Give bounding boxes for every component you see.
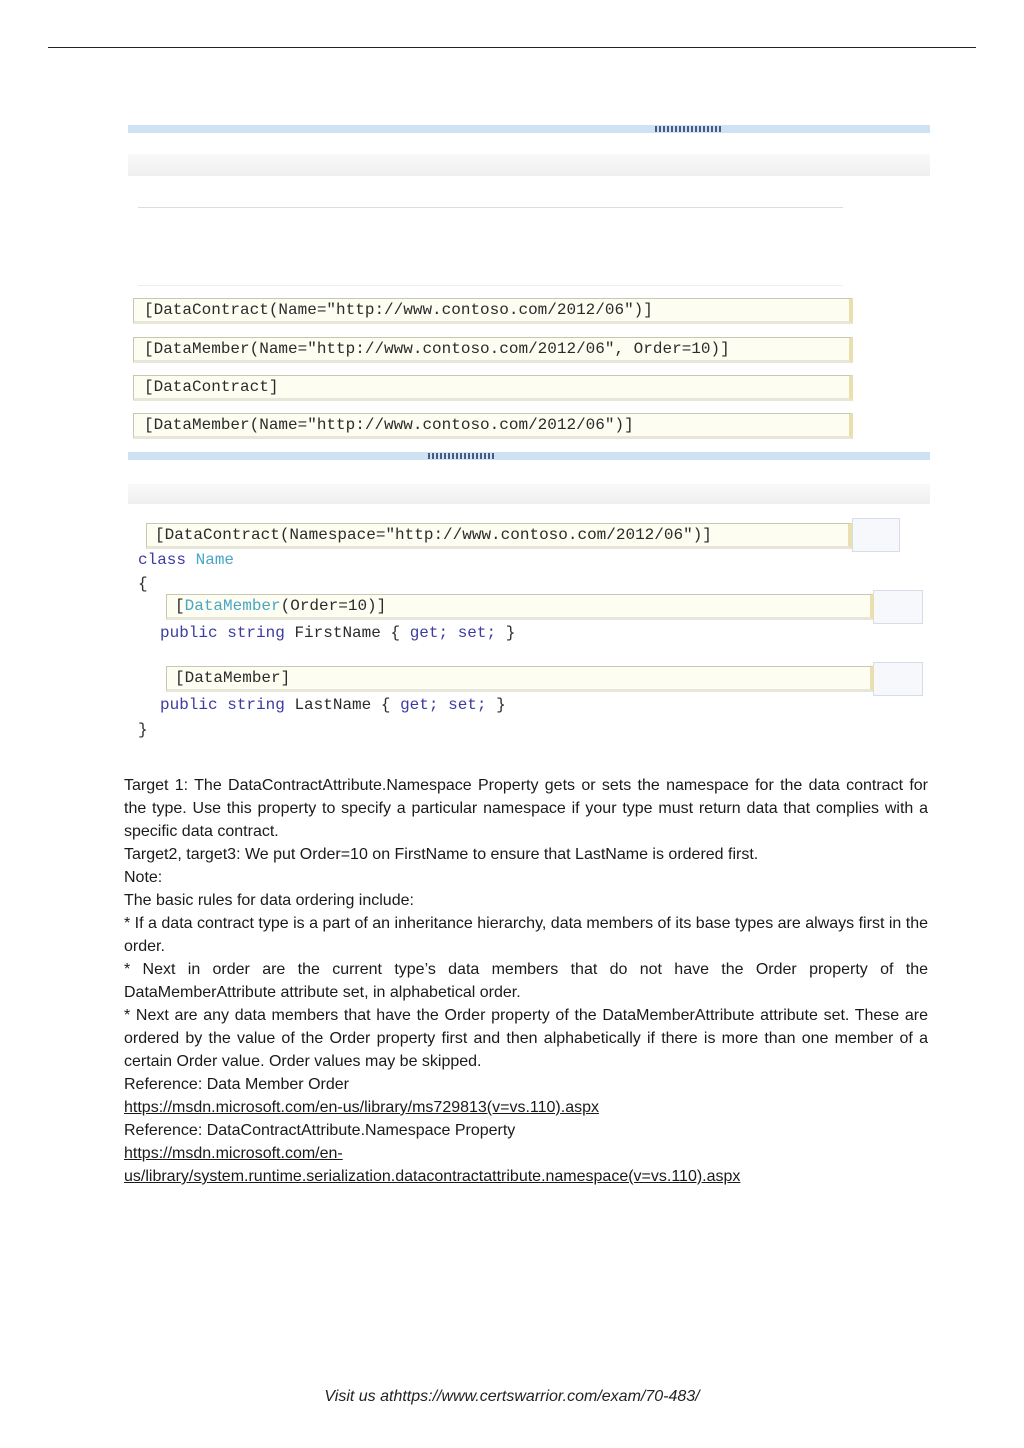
code-firstname-line xyxy=(160,624,515,642)
paragraph: * Next in order are the current type’s data members that do not have the Order property of the DataMemberAttribute attribute set, in alphabetical order. xyxy=(124,961,928,1001)
code-bracket: [ xyxy=(175,597,185,615)
answer-panel-bar xyxy=(128,125,930,133)
code-keyword: public string xyxy=(160,624,285,642)
drag-grip-icon[interactable] xyxy=(655,126,723,132)
code-brace: } xyxy=(505,624,516,642)
code-property-name: FirstName xyxy=(294,624,381,642)
paragraph: Reference: DataContractAttribute.Namespace Property xyxy=(124,1122,516,1139)
code-brace: { xyxy=(390,624,401,642)
divider xyxy=(138,285,843,286)
code-args: (Order=10)] xyxy=(280,597,387,615)
explanation xyxy=(124,774,928,1188)
code-keyword: class xyxy=(138,551,187,569)
reference-link[interactable]: https://msdn.microsoft.com/en- xyxy=(124,1145,343,1162)
header-rule xyxy=(48,47,976,48)
code-brace: { xyxy=(380,696,391,714)
drag-grip-icon[interactable] xyxy=(428,453,496,459)
code-close-brace: } xyxy=(138,721,148,739)
code-accessors: get; set; xyxy=(409,624,497,642)
empty-target[interactable] xyxy=(852,518,900,552)
paragraph: Note: xyxy=(124,869,163,886)
code-property-name: LastName xyxy=(294,696,372,714)
footer-text: Visit us athttps://www.certswarrior.com/exam/70-483/ xyxy=(324,1388,700,1405)
code-keyword: public string xyxy=(160,696,285,714)
paragraph: Reference: Data Member Order xyxy=(124,1076,349,1093)
target-slot-1[interactable]: [DataContract(Namespace="http://www.contoso.com/2012/06")] xyxy=(146,523,852,549)
code-panel-bar xyxy=(128,452,930,460)
code-type: DataMember xyxy=(184,597,281,615)
code-open-brace: { xyxy=(138,575,148,593)
target-slot-2[interactable] xyxy=(166,594,874,620)
target-slot-3[interactable]: [DataMember] xyxy=(166,666,874,692)
answer-option[interactable]: [DataMember(Name="http://www.contoso.com/2012/06", Order=10)] xyxy=(133,337,853,363)
code-class-line xyxy=(138,551,234,569)
paragraph: Target 1: The DataContractAttribute.Namespace Property gets or sets the namespace for the data contract for the type. Use this property to specify a particular namespace if your type must return data that complies with a specific data contract. xyxy=(124,777,928,840)
paragraph: * Next are any data members that have the Order property of the DataMemberAttribute attribute set. These are ordered by the value of the Order property first and then alphabetically if there is more than one member of a certain Order value. Order values may be skipped. xyxy=(124,1007,928,1070)
reference-link[interactable]: us/library/system.runtime.serialization.datacontractattribute.namespace(v=vs.110).aspx xyxy=(124,1168,741,1185)
answer-panel-header xyxy=(128,154,930,176)
reference-link[interactable]: https://msdn.microsoft.com/en-us/library/ms729813(v=vs.110).aspx xyxy=(124,1099,599,1116)
code-accessors: get; set; xyxy=(400,696,487,714)
code-brace: } xyxy=(496,696,506,714)
divider xyxy=(138,207,843,208)
paragraph: The basic rules for data ordering include: xyxy=(124,892,414,909)
empty-target[interactable] xyxy=(873,590,923,624)
answer-option[interactable]: [DataMember(Name="http://www.contoso.com/2012/06")] xyxy=(133,413,853,439)
answer-option[interactable]: [DataContract] xyxy=(133,375,853,401)
answer-option[interactable]: [DataContract(Name="http://www.contoso.com/2012/06")] xyxy=(133,298,853,324)
paragraph: Target2, target3: We put Order=10 on FirstName to ensure that LastName is ordered first. xyxy=(124,846,759,863)
code-panel-header xyxy=(128,484,930,504)
empty-target[interactable] xyxy=(873,662,923,696)
code-lastname-line xyxy=(160,696,506,714)
code-class-name: Name xyxy=(195,551,235,569)
paragraph: * If a data contract type is a part of an inheritance hierarchy, data members of its base types are always first in the order. xyxy=(124,915,928,955)
